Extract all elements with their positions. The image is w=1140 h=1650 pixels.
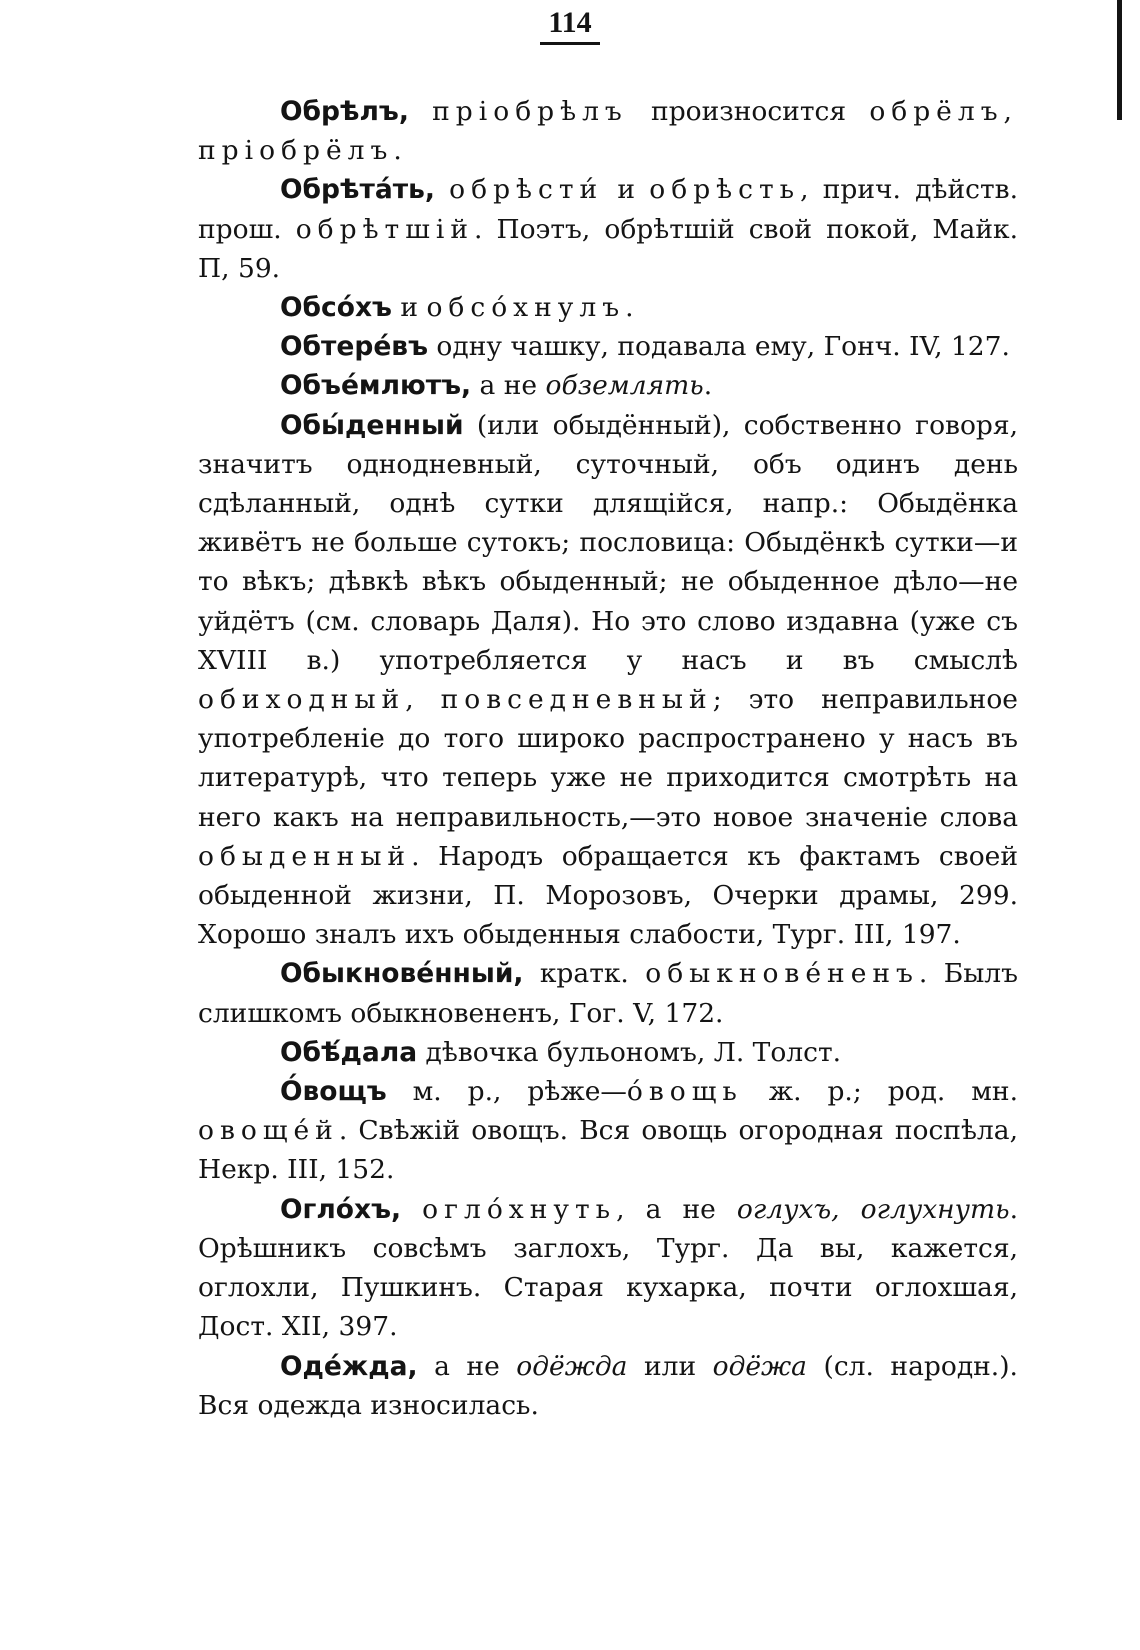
entry-headword: Обѣ́дала	[280, 1036, 418, 1068]
entry-headword: Объе́млютъ,	[280, 370, 472, 402]
entry-text: . Свѣжій овощъ. Вся овощь огородная поспѣла, Некр. III, 152.	[198, 1115, 1018, 1186]
entry-text: (или обыдённый), собственно говоря, значитъ однодневный, суточный, объ одинъ день сдѣланный, однѣ сутки длящійся, напр.: Обыдёнка живётъ не больше сутокъ; пословица: Обыдёнкѣ сутки—и то вѣкъ; дѣвкѣ вѣкъ обыденный; не обыденное дѣло—не уйдётъ (см. словарь Даля). Но это слово издавна (уже съ XVIII в.) употребляется у насъ и въ смыслѣ	[198, 409, 1018, 676]
entry-text: или	[627, 1350, 713, 1382]
dictionary-entry	[198, 366, 1018, 405]
dictionary-entry	[198, 288, 1018, 327]
entry-headword: Обсо́хъ	[280, 292, 392, 324]
entry-text: дѣвочка бульономъ, Л. Толст.	[417, 1036, 842, 1068]
entry-text: одну чашку, подавала ему, Гонч. IV, 127.	[428, 331, 1010, 363]
spaced-form: обсо́хнулъ	[426, 292, 626, 324]
spaced-form: обрѣтшій	[295, 213, 474, 245]
entry-text: , а не	[616, 1193, 737, 1225]
entry-text: , прич. дѣйств. прош.	[198, 174, 1018, 245]
spaced-form: обыденный	[198, 840, 412, 872]
entry-text: ; это неправильное употребленіе до того широко распространено у насъ въ литературѣ, что теперь уже не приходится смотрѣть на него какъ на неправильность,—это новое значеніе слова	[198, 684, 1018, 833]
spaced-form: повседневный	[440, 684, 713, 716]
entry-text: произносится	[627, 96, 870, 127]
entry-text: и	[603, 174, 650, 206]
entry-headword: О́вощъ	[280, 1076, 387, 1108]
spaced-form: обиходный	[198, 684, 406, 716]
entry-text: . Орѣшникъ совсѣмъ заглохъ, Тург. Да вы, кажется, оглохли, Пушкинъ. Старая кухарка, почти оглохшая, Дост. XII, 397.	[198, 1193, 1018, 1343]
entry-text: .	[625, 292, 634, 324]
dictionary-entry	[198, 327, 1018, 366]
spaced-form: обрёлъ, пріобрёлъ	[198, 96, 1018, 167]
dictionary-entry	[198, 1072, 1018, 1190]
spaced-form: о́вощь	[626, 1076, 743, 1108]
spaced-form: огло́хнуть	[422, 1193, 617, 1225]
spaced-form: обрѣсть	[649, 174, 801, 206]
spaced-form: пріобрѣлъ	[432, 96, 628, 127]
page-number: 114	[0, 6, 1140, 45]
entry-text: . Народъ обращается къ фактамъ своей обыденной жизни, П. Морозовъ, Очерки драмы, 299. Хорошо зналъ ихъ обыденныя слабости, Тург. III, 197.	[198, 840, 1018, 951]
dictionary-entry	[198, 1033, 1018, 1072]
italic-form: обземлять	[545, 370, 704, 402]
entry-text: кратк.	[523, 958, 646, 990]
dictionary-entry	[198, 406, 1018, 955]
entry-text: м. р., рѣже—	[386, 1076, 627, 1108]
entry-headword: Обы́денный	[280, 409, 464, 441]
entry-text: .	[703, 370, 713, 402]
entry-text: ж. р.; род. мн.	[742, 1076, 1018, 1108]
entry-text	[409, 96, 432, 127]
spaced-form: обыкнове́ненъ	[645, 958, 919, 990]
spaced-form: обрѣсти́	[449, 174, 604, 206]
dictionary-entry	[198, 954, 1018, 1032]
entry-headword: Огло́хъ,	[280, 1193, 402, 1225]
dictionary-entry	[198, 1347, 1018, 1425]
entry-headword: Обрѣлъ,	[280, 96, 409, 127]
entry-text: . Былъ слишкомъ обыкновененъ, Гог. V, 172.	[198, 958, 1018, 1029]
italic-form: оглухъ, оглухнуть	[736, 1193, 1010, 1225]
entry-text: и	[391, 292, 427, 324]
entry-text: а не	[417, 1350, 517, 1382]
dictionary-entry	[198, 170, 1018, 288]
entry-headword: Обрѣта́ть,	[280, 174, 435, 206]
italic-form: одёжда	[516, 1350, 628, 1382]
entry-headword: Обыкнове́нный,	[280, 958, 524, 990]
entry-text: а не	[471, 370, 546, 402]
page-edge-line	[1117, 0, 1122, 120]
entry-text: (сл. народн.). Вся одежда износилась.	[198, 1350, 1018, 1421]
entry-text: .	[393, 135, 402, 167]
italic-form: одёжа	[712, 1350, 807, 1382]
dictionary-text	[198, 92, 1018, 1425]
entry-text: ,	[405, 684, 441, 716]
entry-headword: Обтере́въ	[280, 331, 428, 363]
dictionary-entry	[198, 92, 1018, 170]
entry-text	[435, 174, 449, 205]
spaced-form: овоще́й	[198, 1115, 339, 1147]
dictionary-entry	[198, 1190, 1018, 1347]
entry-text: . Поэтъ, обрѣтшій свой покой, Майк. П, 59.	[198, 213, 1018, 284]
entry-headword: Оде́жда,	[280, 1350, 418, 1382]
entry-text	[401, 1194, 422, 1225]
